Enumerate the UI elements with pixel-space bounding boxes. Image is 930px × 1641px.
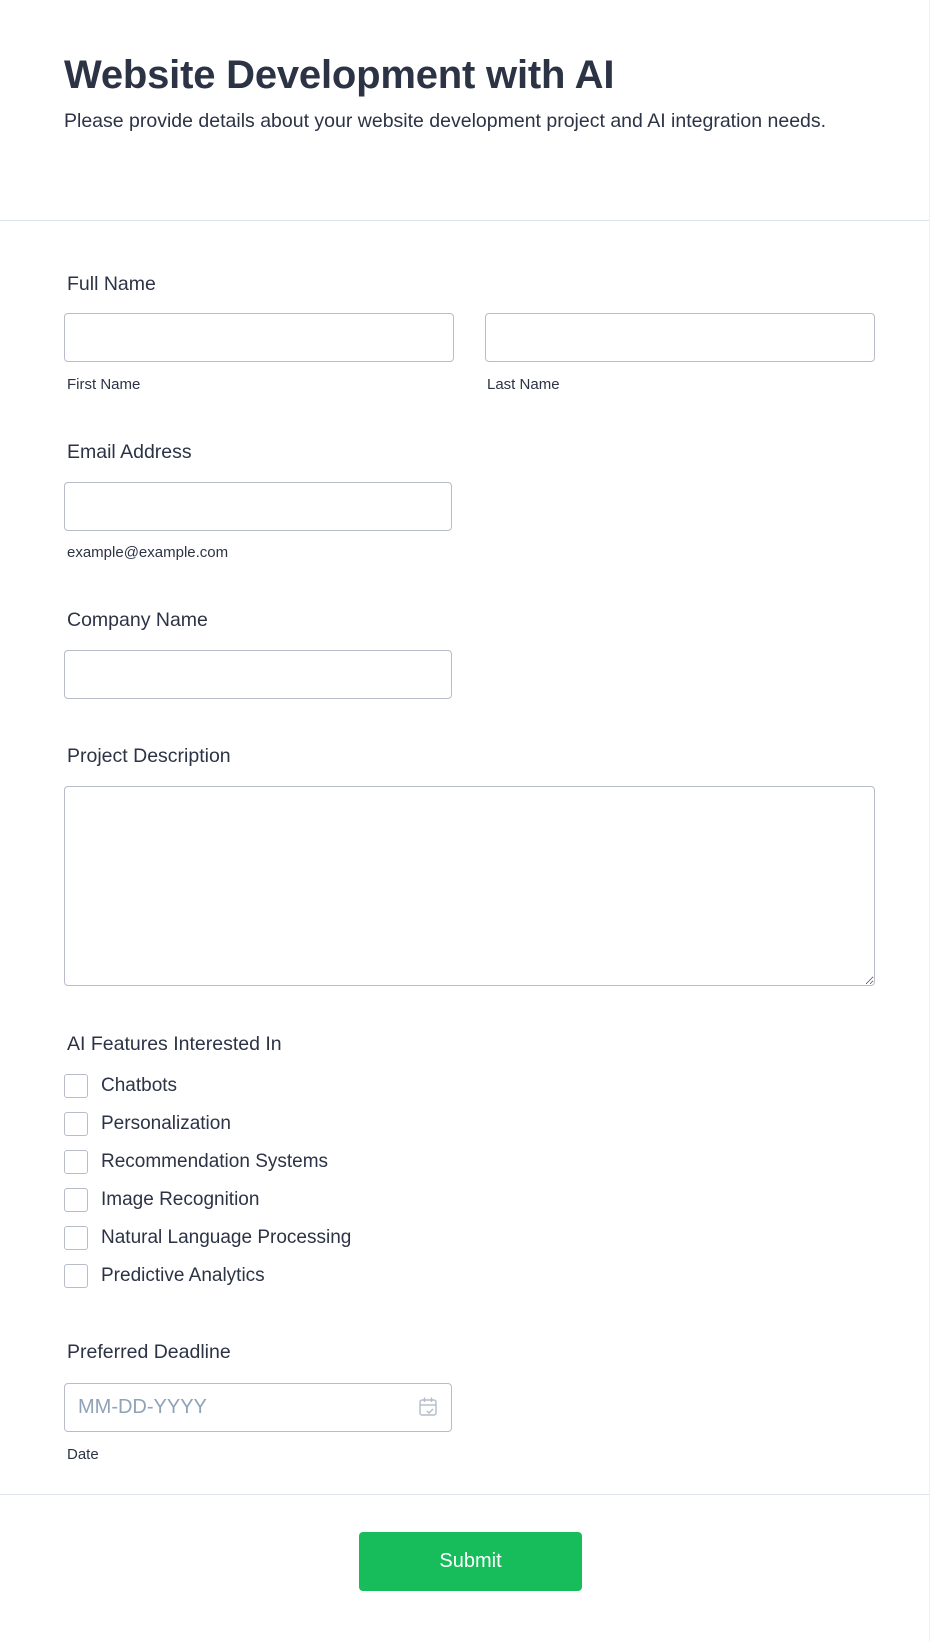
form-footer-divider [0, 1494, 929, 1495]
first-name-sublabel: First Name [67, 376, 141, 393]
checkbox-option-image-recognition[interactable] [64, 1187, 259, 1213]
checkbox-label: Recommendation Systems [101, 1151, 329, 1172]
checkbox-label: Personalization [101, 1113, 231, 1134]
checkbox-label: Natural Language Processing [101, 1227, 352, 1248]
checkbox-option-predictive-analytics[interactable] [64, 1263, 265, 1289]
last-name-input[interactable] [485, 313, 875, 362]
checkbox-option-nlp[interactable] [64, 1225, 351, 1251]
checkbox-option-recommendation-systems[interactable] [64, 1149, 328, 1175]
form-title: Website Development with AI [64, 53, 615, 97]
company-input[interactable] [64, 650, 452, 699]
ai-features-label: AI Features Interested In [67, 1033, 282, 1055]
email-label: Email Address [67, 441, 192, 463]
form-subtitle: Please provide details about your website development project and AI integration needs. [64, 110, 827, 132]
checkbox-option-chatbots[interactable] [64, 1073, 177, 1099]
checkbox-label: Chatbots [101, 1075, 178, 1096]
checkbox-option-personalization[interactable] [64, 1111, 231, 1137]
recommendation-systems-checkbox[interactable] [64, 1150, 88, 1174]
company-label: Company Name [67, 609, 208, 631]
nlp-checkbox[interactable] [64, 1226, 88, 1250]
deadline-date-input[interactable] [64, 1383, 452, 1432]
full-name-label: Full Name [67, 273, 156, 295]
form-header [0, 0, 929, 221]
image-recognition-checkbox[interactable] [64, 1188, 88, 1212]
description-textarea[interactable] [64, 786, 875, 986]
email-sublabel: example@example.com [67, 544, 229, 561]
description-label: Project Description [67, 745, 231, 767]
checkbox-label: Predictive Analytics [101, 1265, 265, 1286]
personalization-checkbox[interactable] [64, 1112, 88, 1136]
deadline-label: Preferred Deadline [67, 1341, 231, 1363]
email-input[interactable] [64, 482, 452, 531]
submit-button[interactable]: Submit [359, 1532, 582, 1591]
chatbots-checkbox[interactable] [64, 1074, 88, 1098]
last-name-sublabel: Last Name [487, 376, 560, 393]
calendar-check-icon[interactable] [418, 1396, 438, 1418]
deadline-sublabel: Date [67, 1446, 99, 1463]
first-name-input[interactable] [64, 313, 454, 362]
checkbox-label: Image Recognition [101, 1189, 260, 1210]
predictive-analytics-checkbox[interactable] [64, 1264, 88, 1288]
